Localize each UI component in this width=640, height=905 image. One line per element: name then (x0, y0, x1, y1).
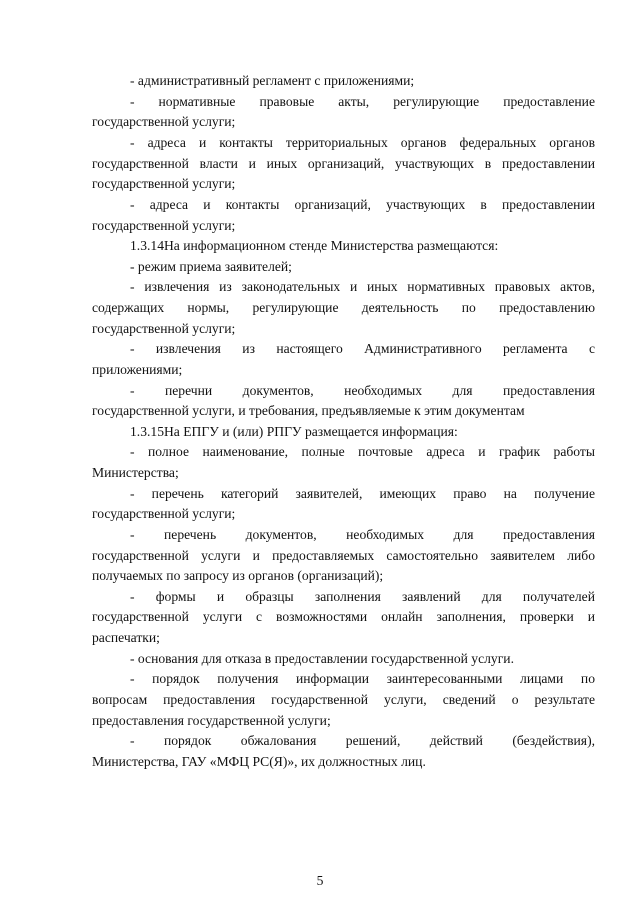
text-line: государственной услуги с возможностями онлайн заполнения, проверки и (92, 609, 595, 624)
text-line: - основания для отказа в предоставлении государственной услуги. (130, 651, 514, 666)
text-line: - нормативные правовые акты, регулирующие предоставление (130, 94, 595, 109)
text-line: - порядок обжалования решений, действий (бездействия), (130, 733, 595, 748)
text-line: вопросам предоставления государственной услуги, сведений о результате (92, 692, 595, 707)
text-line: - порядок получения информации заинтересованными лицами по (130, 671, 595, 686)
text-line: - извлечения из настоящего Административного регламента с (130, 341, 595, 356)
section-heading: 1.3.14На информационном стенде Министерства размещаются: (130, 238, 499, 253)
text-line: приложениями; (92, 362, 183, 377)
text-line: государственной услуги и предоставляемых самостоятельно заявителем либо (92, 548, 595, 563)
text-line: - режим приема заявителей; (130, 259, 292, 274)
text-line: государственной услуги; (92, 321, 236, 336)
text-line: распечатки; (92, 630, 160, 645)
text-line: - перечни документов, необходимых для предоставления (130, 383, 595, 398)
text-line: государственной услуги, и требования, предъявляемые к этим документам (92, 403, 525, 418)
text-line: - адреса и контакты территориальных органов федеральных органов (130, 135, 595, 150)
text-line: предоставления государственной услуги; (92, 713, 331, 728)
text-line: Министерства, ГАУ «МФЦ РС(Я)», их должностных лиц. (92, 754, 426, 769)
text-line: государственной услуги; (92, 218, 236, 233)
text-line: - извлечения из законодательных и иных нормативных правовых актов, (130, 279, 595, 294)
text-line: государственной власти и иных организаций, участвующих в предоставлении (92, 156, 595, 171)
text-line: государственной услуги; (92, 114, 236, 129)
text-line: получаемых по запросу из органов (организаций); (92, 568, 384, 583)
page-number: 5 (316, 873, 324, 888)
text-line: государственной услуги; (92, 176, 236, 191)
text-line: - перечень категорий заявителей, имеющих право на получение (130, 486, 595, 501)
text-line: государственной услуги; (92, 506, 236, 521)
text-line: - полное наименование, полные почтовые адреса и график работы (130, 444, 595, 459)
text-line: - административный регламент с приложениями; (130, 73, 415, 88)
text-line: содержащих нормы, регулирующие деятельность по предоставлению (92, 300, 595, 315)
text-line: - формы и образцы заполнения заявлений для получателей (130, 589, 595, 604)
text-line: Министерства; (92, 465, 179, 480)
text-line: - адреса и контакты организаций, участвующих в предоставлении (130, 197, 595, 212)
text-line: - перечень документов, необходимых для предоставления (130, 527, 595, 542)
section-heading: 1.3.15На ЕПГУ и (или) РПГУ размещается информация: (130, 424, 458, 439)
